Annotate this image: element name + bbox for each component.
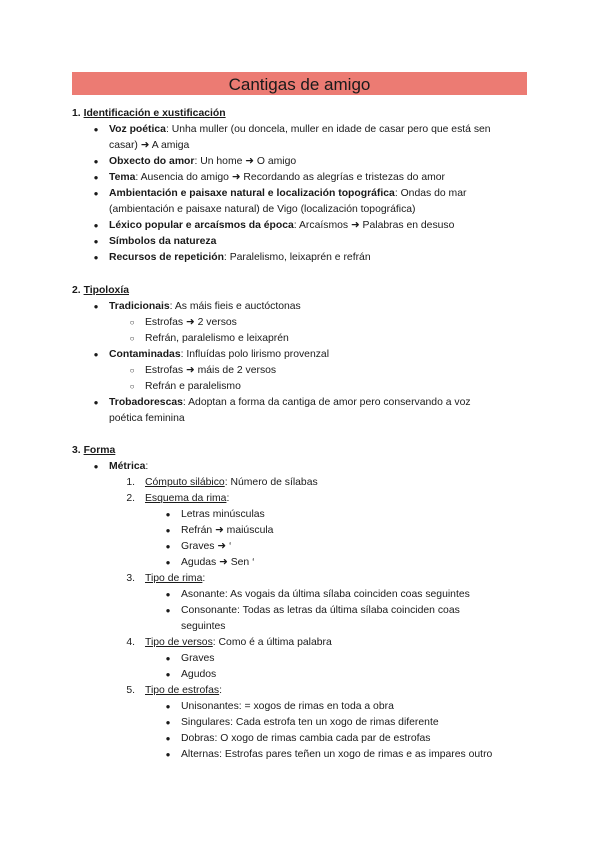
numbered-item: 1. Cómputo silábico: Número de sílabas <box>72 475 532 491</box>
list-item: ● Léxico popular e arcaísmos da época: Arcaísmos ➜ Palabras en desuso <box>72 218 532 234</box>
bullet-icon: ● <box>165 718 171 727</box>
sub-list-item: ○ Refrán e paralelismo <box>72 379 532 395</box>
sub-list-item: ● Unisonantes: = xogos de rimas en toda a obra <box>72 699 532 715</box>
sub-list-item-continuation: seguintes <box>181 621 226 632</box>
numbered-item: 4. Tipo de versos: Como é a última palabra <box>72 635 532 651</box>
list-item: ● Contaminadas: Influídas polo lirismo provenzal <box>72 347 532 363</box>
sub-list-item: ● Agudas ➜ Sen ‘ <box>72 555 532 571</box>
list-item: ● Tema: Ausencia do amigo ➜ Recordando as alegrías e tristezas do amor <box>72 170 532 186</box>
section-number: 2. <box>72 285 81 296</box>
section-number: 3. <box>72 445 81 456</box>
sub-list-item: ● Graves <box>72 651 532 667</box>
bullet-icon: ● <box>93 173 99 182</box>
bullet-icon: ● <box>93 462 99 471</box>
bullet-icon: ● <box>93 237 99 246</box>
section-title: Tipoloxía <box>83 285 129 296</box>
item-number: 1. <box>126 477 135 488</box>
bullet-icon: ● <box>165 558 171 567</box>
list-item-continuation: (ambientación e paisaxe natural) de Vigo (localización topográfica) <box>109 204 416 215</box>
section-heading <box>72 283 532 299</box>
hollow-bullet-icon: ○ <box>129 334 135 343</box>
bullet-icon: ● <box>165 510 171 519</box>
numbered-item: 3. Tipo de rima: <box>72 571 532 587</box>
sub-list-item: ● Agudos <box>72 667 532 683</box>
list-item-continuation: poética feminina <box>109 413 185 424</box>
section-title: Forma <box>83 445 116 456</box>
bullet-icon: ● <box>165 526 171 535</box>
bullet-icon: ● <box>165 590 171 599</box>
bullet-icon: ● <box>165 734 171 743</box>
sub-list-item: ○ Estrofas ➜ máis de 2 versos <box>72 363 532 379</box>
list-item: ● Recursos de repetición: Paralelismo, leixaprén e refrán <box>72 250 532 266</box>
item-number: 5. <box>126 685 135 696</box>
hollow-bullet-icon: ○ <box>129 318 135 327</box>
bullet-icon: ● <box>93 350 99 359</box>
sub-list-item: ● Singulares: Cada estrofa ten un xogo de rimas diferente <box>72 715 532 731</box>
section-tipoloxia <box>72 283 532 427</box>
bullet-icon: ● <box>165 750 171 759</box>
bullet-icon: ● <box>93 157 99 166</box>
list-item-continuation: casar) ➜ A amiga <box>109 140 190 151</box>
bullet-icon: ● <box>165 670 171 679</box>
document-title: Cantigas de amigo <box>72 72 527 95</box>
sub-list-item: ● Refrán ➜ maiúscula <box>72 523 532 539</box>
sub-list-item: ● Consonante: Todas as letras da última sílaba coinciden coas <box>72 603 532 619</box>
list-item: ● Trobadorescas: Adoptan a forma da cantiga de amor pero conservando a voz <box>72 395 532 411</box>
sub-list-item: ● Asonante: As vogais da última sílaba coinciden coas seguintes <box>72 587 532 603</box>
numbered-item: 2. Esquema da rima: <box>72 491 532 507</box>
item-number: 4. <box>126 637 135 648</box>
bullet-icon: ● <box>93 125 99 134</box>
list-item: ● Métrica: <box>72 459 532 475</box>
bullet-icon: ● <box>93 302 99 311</box>
sub-list-item: ○ Estrofas ➜ 2 versos <box>72 315 532 331</box>
section-forma <box>72 443 532 763</box>
item-number: 3. <box>126 573 135 584</box>
sub-list-item: ● Letras minúsculas <box>72 507 532 523</box>
bullet-icon: ● <box>93 398 99 407</box>
sub-list-item: ● Graves ➜ ‘ <box>72 539 532 555</box>
numbered-item: 5. Tipo de estrofas: <box>72 683 532 699</box>
bullet-icon: ● <box>165 606 171 615</box>
list-item: ● Obxecto do amor: Un home ➜ O amigo <box>72 154 532 170</box>
item-number: 2. <box>126 493 135 504</box>
hollow-bullet-icon: ○ <box>129 366 135 375</box>
sub-list-item: ○ Refrán, paralelismo e leixaprén <box>72 331 532 347</box>
bullet-icon: ● <box>93 221 99 230</box>
section-heading <box>72 443 532 459</box>
bullet-icon: ● <box>93 189 99 198</box>
section-identificacion <box>72 106 532 266</box>
section-title: Identificación e xustificación <box>83 108 226 119</box>
bullet-icon: ● <box>93 253 99 262</box>
list-item: ● Símbolos da natureza <box>72 234 532 250</box>
list-item: ● Tradicionais: As máis fieis e auctóctonas <box>72 299 532 315</box>
section-heading <box>72 106 532 122</box>
section-number: 1. <box>72 108 81 119</box>
bullet-icon: ● <box>165 702 171 711</box>
bullet-icon: ● <box>165 542 171 551</box>
hollow-bullet-icon: ○ <box>129 382 135 391</box>
list-item: ● Voz poética: Unha muller (ou doncela, muller en idade de casar pero que está sen <box>72 122 532 138</box>
sub-list-item: ● Alternas: Estrofas pares teñen un xogo de rimas e as impares outro <box>72 747 532 763</box>
bullet-icon: ● <box>165 654 171 663</box>
list-item: ● Ambientación e paisaxe natural e localización topográfica: Ondas do mar <box>72 186 532 202</box>
sub-list-item: ● Dobras: O xogo de rimas cambia cada par de estrofas <box>72 731 532 747</box>
